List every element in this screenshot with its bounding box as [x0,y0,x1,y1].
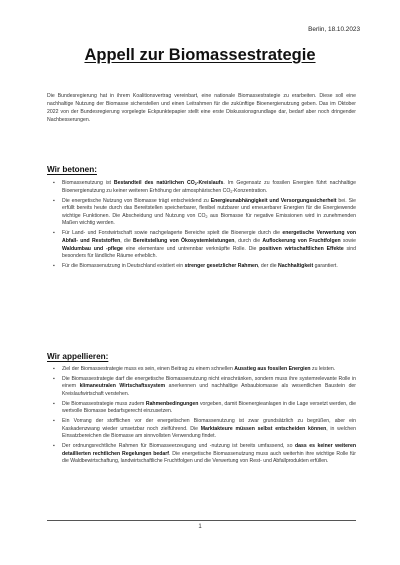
emphasis-text: positiven wirtschaftlichen Effekte [259,245,344,252]
list-item [62,180,356,195]
list-item [62,443,356,466]
body-text: Ziel der Biomassestrategie muss es sein, einen Beitrag zu einem schnellen [62,366,235,372]
list-item [62,366,356,374]
body-text: . Die energetische Biomassenutzung muss auch weiterhin ihre wichtige Rolle für die Waldbewirtschaftung, landwirtschaftliche Fruchtfolgen und die Verwertung von Rest- und Abfallprodukten erfüllen. [62,450,356,465]
emphasis-text: Ausstieg aus fossilen Energien [234,366,311,372]
body-text: , der die [258,263,279,270]
body-text: . Im Gegensatz zu fossilen Energien führt nachhaltige Bioenergienutzung zu keiner weiteren Erhöhung der atmosphärischen CO [62,180,356,194]
emphasis-text: energetische Verwertung von Abfall- und Reststoffen [62,230,356,244]
emphasis-text: dass es keiner weiteren detaillierten rechtlichen Regelungen bedarf [62,442,356,457]
body-text: sind besonders für ländliche Räume erheblich. [62,245,356,260]
body-text: vorgeben, damit Bioenergieanlagen in die Lage versetzt werden, die wertvolle Biomasse bedarfsgerecht einzusetzen. [62,400,356,415]
body-text: Die Biomassestrategie darf die energetische Biomassenutzung nicht einschränken, sondern muss ihre systemrelevante Rolle in einem [62,375,356,390]
emphasis-text: klimaneutralen Wirtschaftssystem [79,383,166,390]
body-text: -Konzentration. [232,187,268,194]
emphasis-text: Bereitstellung von Ökosystemleistungen [133,237,235,244]
list-item [62,401,356,416]
emphasis-text: strenger gesetzlicher Rahmen [184,263,259,270]
bullet-list-betonen [62,180,356,273]
body-text: Biomassenutzung ist [62,180,114,186]
bullet-list-appellieren [62,366,356,468]
emphasis-text: -Kreislaufs [196,180,224,186]
intro-paragraph: Die Bundesregierung hat in ihrem Koalitionsvertrag vereinbart, eine nationale Biomassestrategie zu erarbeiten. Diese soll eine nachhaltige Nutzung der Biomasse sicherstellen und einen Leitrahmen für die zukünftige Bioenergienutzung geben. Das im Oktober 2022 von der Bundesregierung vorgelegte Eckpunktepapier stellt eine erste Diskussionsgrundlage dar, bedarf aber noch dringender Nachbesserungen. [47,93,356,124]
emphasis-text: Nachhaltigkeit [278,263,314,270]
page-number: 1 [198,524,202,530]
list-item [62,230,356,261]
emphasis-text: Waldumbau und -pflege [62,245,123,252]
emphasis-text: Energieunabhängigkeit und Versorgungssicherheit [210,197,337,204]
list-item [62,263,356,271]
section-heading-wir-betonen: Wir betonen: [47,165,97,174]
body-text: Für Land- und Forstwirtschaft sowie nachgelagerte Bereiche spielt die Bioenergie durch die [62,230,283,237]
body-text: , die [120,237,134,244]
body-text: sowie [340,237,357,244]
section-heading-wir-appellieren: Wir appellieren: [47,352,109,361]
emphasis-text: 2 [194,182,197,186]
body-text: Für die Biomassenutzung in Deutschland existiert ein [62,263,185,270]
body-text: garantiert. [313,263,338,270]
body-text: aus Biomasse für negative Emissionen wird in zunehmenden Maßen wichtig werden. [62,212,356,227]
body-text: zu leisten. [310,366,336,372]
list-item [62,418,356,441]
body-text: bei. Sie erfüllt bereits heute durch das Bereitstellen speicherbarer, flexibel nutzbarer und erneuerbarer Energien für die Energiewende wichtige Funktionen. Die Abscheidung und Nutzung von CO [62,197,356,219]
emphasis-text: Marktakteure müssen selbst entscheiden können [200,425,327,432]
body-text: , in welchen Einsatzbereichen die Biomasse am sinnvollsten Verwendung findet. [62,425,356,440]
dateline: Berlin, 18.10.2023 [308,26,360,33]
body-text: , durch die [234,237,263,244]
document-title: Appell zur Biomassestrategie [84,46,316,64]
list-item [62,376,356,399]
list-item [62,198,356,229]
body-text: Ein Vorrang der stofflichen vor der energetischen Biomassenutzung ist zwar grundsätzlich zu begrüßen, aber ein Kaskadenzwang wieder umsetzbar noch zielführend. Die [62,417,356,432]
body-text: eine elementare und untrennbar verknüpfte Rolle. Die [122,245,260,252]
body-text: anerkennen und nachhaltige Anbaubiomasse als wesentlichen Baustein der Kreislaufwirtschaft verstehen. [62,383,356,397]
body-text: Der ordnungsrechtliche Rahmen für Biomasseerzeugung und -nutzung ist bereits umfassend, so [62,442,295,449]
emphasis-text: Auflockerung von Fruchtfolgen [262,237,341,244]
body-text: Die Biomassestrategie muss zudem [62,400,146,407]
body-text: Die energetische Nutzung von Biomasse trägt entscheidend zu [62,197,211,204]
footer-divider [47,520,356,521]
body-text: 2 [205,214,208,219]
emphasis-text: Rahmenbedingungen [145,400,199,407]
emphasis-text: Bestandteil des natürlichen CO [113,180,195,186]
body-text: 2 [230,189,233,194]
